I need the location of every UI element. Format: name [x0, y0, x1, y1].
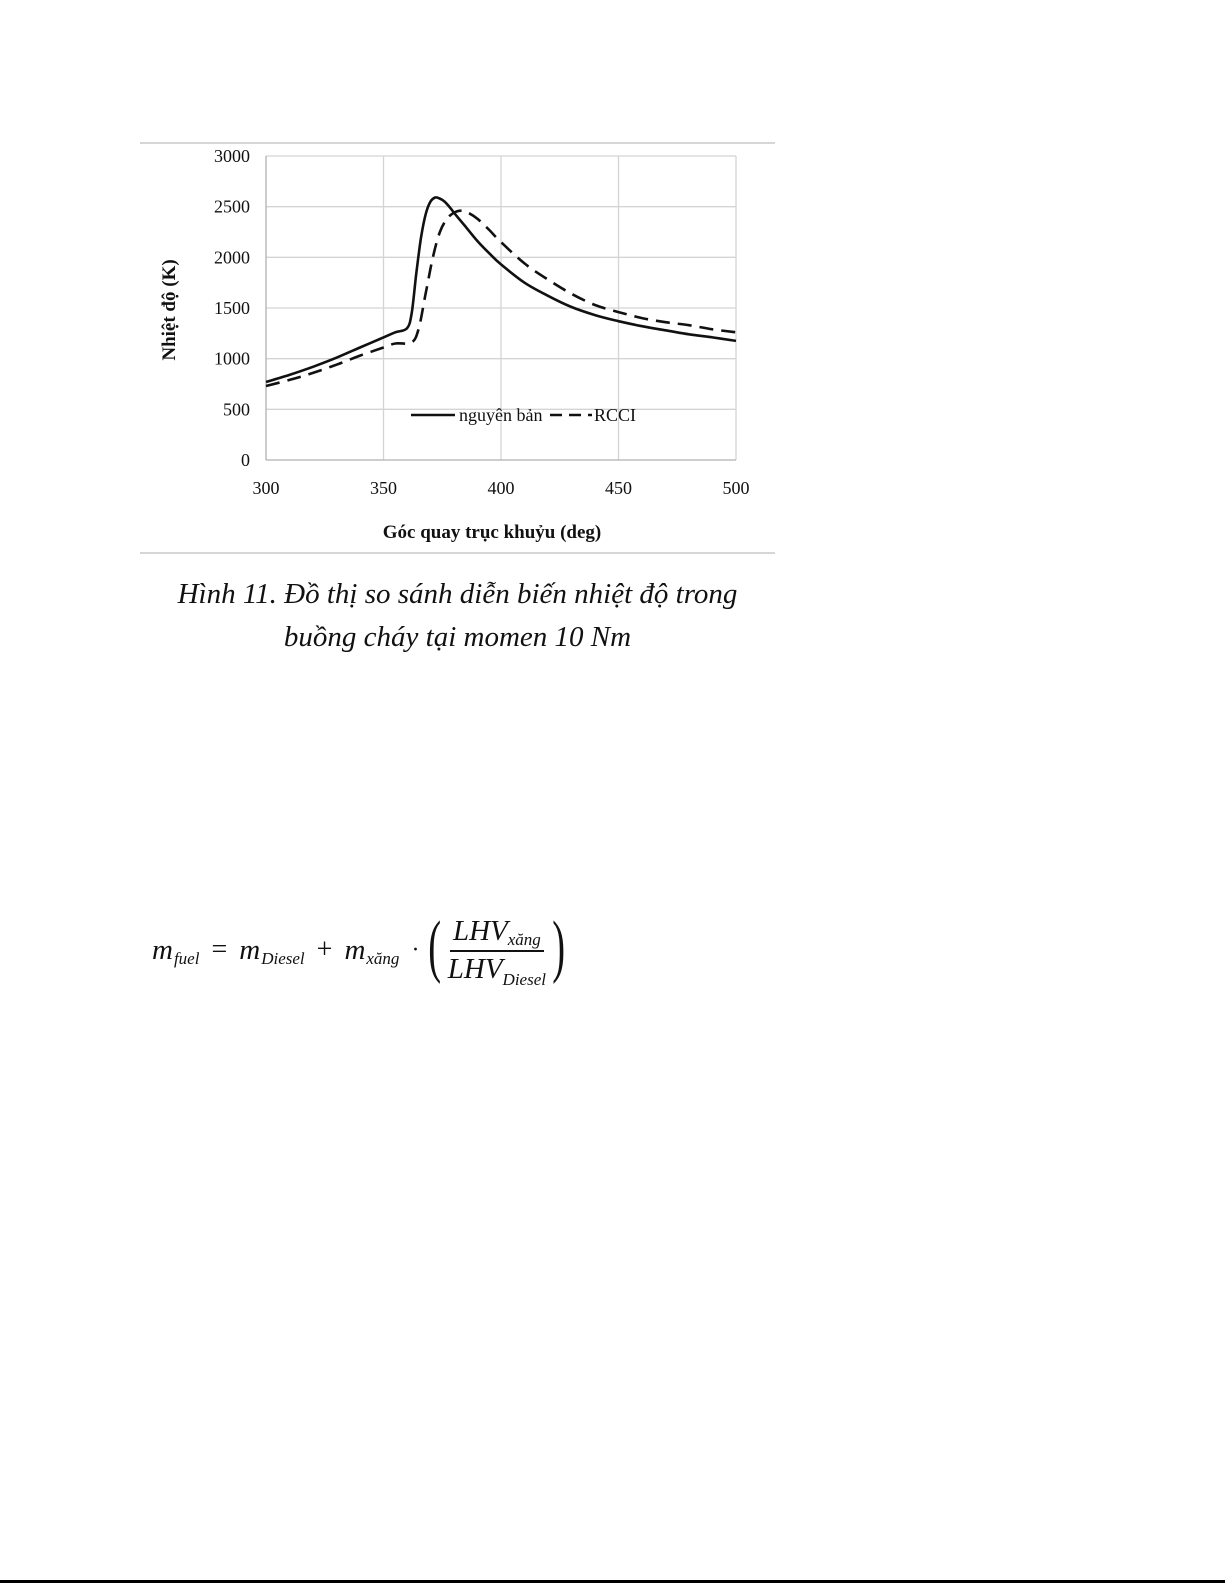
legend-label-nguyen-ban: nguyên bản [459, 405, 543, 425]
formula-open-paren: ( [428, 908, 442, 985]
y-tick-label-1500: 1500 [214, 298, 250, 318]
formula-plus: + [316, 934, 333, 965]
formula-m-diesel: m [239, 933, 261, 966]
figure-caption-line-2: buồng cháy tại momen 10 Nm [283, 621, 632, 653]
legend-label-rcci: RCCI [594, 405, 637, 425]
x-tick-label-400: 400 [487, 478, 515, 498]
formula-dot: · [411, 936, 420, 963]
x-tick-label-500: 500 [722, 478, 750, 498]
formula-equals: = [211, 934, 228, 965]
formula-sub-fuel: fuel [173, 949, 200, 968]
formula-sub-xang: xăng [366, 949, 400, 968]
y-tick-label-3000: 3000 [214, 146, 250, 166]
formula-close-paren: ) [552, 908, 566, 985]
formula-fraction [445, 914, 549, 989]
y-tick-label-1000: 1000 [214, 348, 250, 369]
temperature-chart [0, 0, 1225, 660]
chart-legend [411, 405, 636, 425]
y-axis-title: Nhiệt độ (K) [159, 259, 180, 361]
page-bottom-rule [0, 1580, 1225, 1583]
formula-num-lhv: LHV [452, 914, 508, 947]
formula-den-sub: Diesel [502, 969, 546, 989]
y-tick-label-2000: 2000 [214, 247, 250, 268]
figure-caption-line-1: Hình 11. Đồ thị so sánh diễn biến nhiệt độ trong [177, 578, 738, 610]
formula-den-lhv: LHV [447, 952, 503, 985]
y-tick-label-2500: 2500 [214, 196, 250, 217]
x-tick-label-300: 300 [252, 478, 280, 498]
x-tick-label-350: 350 [370, 478, 397, 498]
formula-numerator [450, 915, 544, 952]
y-tick-label-0: 0 [241, 450, 250, 470]
formula-denominator [445, 952, 549, 989]
formula-m-xang: m [344, 933, 366, 966]
formula-m-fuel: m [152, 933, 173, 966]
y-tick-label-500: 500 [223, 399, 250, 420]
x-tick-label-450: 450 [605, 478, 632, 498]
x-axis-title: Góc quay trục khuỷu (deg) [382, 522, 602, 543]
formula-sub-diesel: Diesel [261, 949, 305, 968]
formula-num-sub: xăng [507, 929, 541, 949]
fuel-mass-formula [152, 908, 570, 989]
